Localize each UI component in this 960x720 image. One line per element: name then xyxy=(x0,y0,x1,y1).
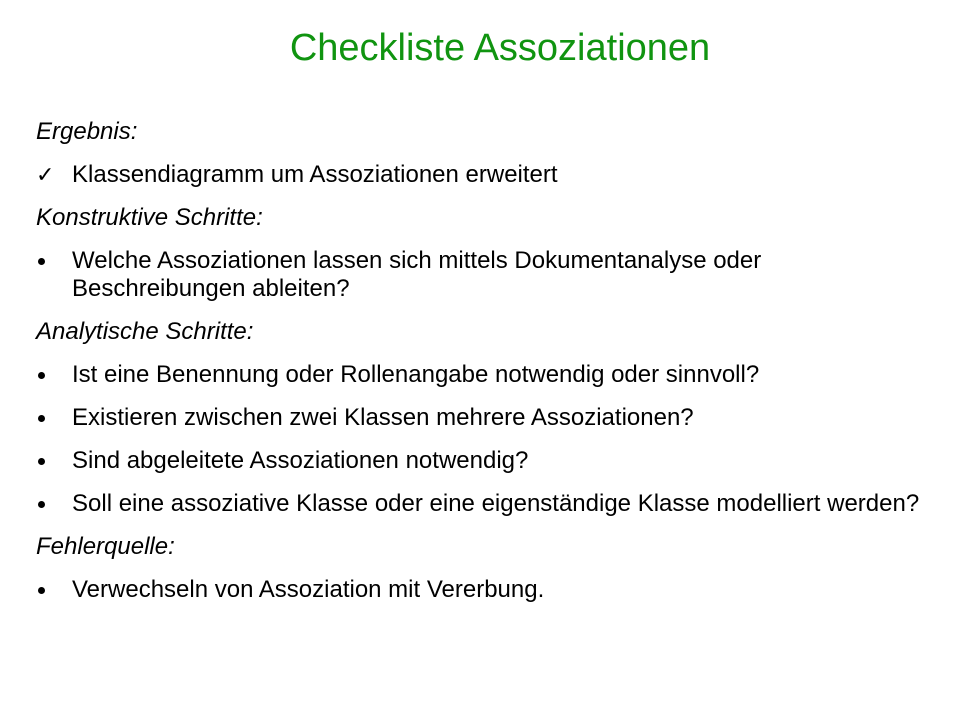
list-item xyxy=(36,361,936,389)
list-item-text: Klassendiagramm um Assoziationen erweitert xyxy=(72,161,558,188)
section-heading-konstruktive-schritte: Konstruktive Schritte: xyxy=(36,204,263,231)
section-heading-analytische-schritte: Analytische Schritte: xyxy=(36,318,254,345)
list-item-text: Soll eine assoziative Klasse oder eine eigenständige Klasse modelliert werden? xyxy=(72,490,920,517)
list-item xyxy=(36,447,936,475)
list-item-text: Sind abgeleitete Assoziationen notwendig? xyxy=(72,447,529,474)
list-item-text: Verwechseln von Assoziation mit Vererbung. xyxy=(72,576,545,603)
slide-content xyxy=(36,118,936,619)
list-item-text: Ist eine Benennung oder Rollenangabe notwendig oder sinnvoll? xyxy=(72,361,760,388)
list-item xyxy=(36,576,936,604)
slide-title: Checkliste Assoziationen xyxy=(289,27,711,69)
list-item-text: Welche Assoziationen lassen sich mittels Dokumentanalyse oder Beschreibungen ableiten? xyxy=(72,247,762,302)
list-item xyxy=(36,247,936,303)
list-item xyxy=(36,404,936,432)
section-heading-ergebnis: Ergebnis: xyxy=(36,118,138,145)
list-item: ✓ Klassendiagramm um Assoziationen erweitert xyxy=(36,161,558,188)
section-heading-fehlerquelle: Fehlerquelle: xyxy=(36,533,175,560)
list-item xyxy=(36,490,936,518)
list-item-text: Existieren zwischen zwei Klassen mehrere Assoziationen? xyxy=(72,404,694,431)
